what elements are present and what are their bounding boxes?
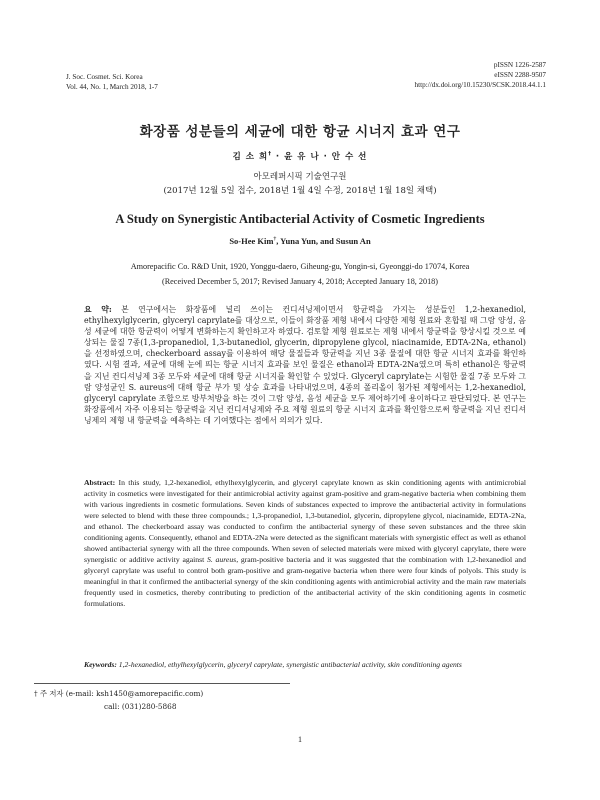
english-abstract-label: Abstract:	[84, 478, 116, 487]
english-dates: (Received December 5, 2017; Revised January 4, 2018; Accepted January 18, 2018)	[161, 277, 438, 286]
english-author-rest: , Yuna Yun, and Susun An	[276, 236, 371, 246]
korean-abstract-text: 본 연구에서는 화장품에 널리 쓰이는 컨디셔닝제이면서 항균력을 가지는 성분들인 1,2-hexanediol, ethylhexylglycerin, glyceryl caprylate를 대상으로, 이들이 화장품 제형 내에서 다양한 제형 원료와 혼합될 때 그람 양성, 음성 세균에 대한 항균력이 어떻게 변화하는지 확인하고자 하였다. 검토할 제형 원료로는 제형 내에서 항균력을 향상시킬 것으로 예상되는 물질 7종(1,3-propanediol, 1,3-butanediol, glycerin, dipropylene glycol, niacinamide, EDTA-2Na, ethanol)을 선정하였으며, checkerboard assay를 이용하여 해당 물질들과 항균력을 지닌 3종 물질에 대한 항균 시너지 효과를 확인하였다. 시험 결과, 세균에 대해 눈에 띄는 항균 시너지 효과를 보인 물질은 ethanol과 EDTA-2Na였으며 특히 ethanol은 항균력을 지닌 컨디셔닝제 3종 모두와 세균에 대해 항균 시너지를 확인할 수 있었다. Glyceryl caprylate는 시험한 물질 7종 모두와 그람 양성균인 S. aureus에 대해 항균 부가 및 상승 효과를 나타내었으며, 4종의 폴리올이 첨가된 제형에서는 1,2-hexanediol, glyceryl caprylate 조합으로 방부처방을 하는 것이 그람 양성, 음성 세균을 모두 제어하기에 용이하다고 판단되었다. 본 연구는 화장품에서 자주 이용되는 항균력을 지닌 컨디셔닝제와 주요 제형 원료의 항균 시너지 효과를 확인함으로써 항균력을 지닌 컨디셔닝제의 제형 내 항균력을 예측하는 데 기여했다는 점에서 의의가 있다.	[84, 305, 526, 425]
journal-name: J. Soc. Cosmet. Sci. Korea	[66, 73, 143, 81]
footnote-divider	[34, 683, 290, 684]
english-abstract	[84, 477, 526, 609]
keywords-label: Keywords:	[84, 660, 117, 669]
korean-author-1: 김 소 희	[232, 152, 269, 162]
korean-abstract	[84, 304, 526, 426]
keywords	[84, 660, 526, 670]
korean-dates: (2017년 12월 5일 접수, 2018년 1월 4일 수정, 2018년 1월 18일 채택)	[163, 186, 437, 196]
korean-abstract-label: 요 약:	[84, 305, 112, 314]
corresponding-mark: †	[268, 151, 272, 158]
pissn: pISSN 1226-2587	[493, 61, 546, 69]
english-abstract-text: In this study, 1,2-hexanediol, ethylhexylglycerin, and glyceryl caprylate known as skin conditioning agents with antimicrobial activity in cosmetics were investigated for their antimicrobial activity against gram-positive and gram-negative bacteria when combining them with various ingredients in cosmetic formulations. Seven kinds of substances expected to improve the antibacterial activity in formulations were selected to blend with these three compounds.; 1,3-propanediol, 1,3-butanediol, glycerin, dipropylene glycol, niacinamide, EDTA-2Na, and ethanol. The checkerboard assay was conducted to confirm the antibacterial synergy of these seven substances and the three skin conditioning agents. Consequently, ethanol and EDTA-2Na were detected as the significant materials with synergistic effect as well as ethanol showed antibacterial synergy with all the three compounds. When seven of selected materials were mixed with glyceryl caprylate, there were synergistic or additive activity against	[84, 478, 526, 564]
korean-affiliation: 아모레퍼시픽 기술연구원	[253, 172, 347, 182]
journal-volume: Vol. 44, No. 1, March 2018, 1-7	[66, 83, 158, 91]
corresponding-mark: †	[273, 236, 277, 243]
english-author-1: So-Hee Kim	[229, 236, 274, 246]
page-number: 1	[298, 735, 302, 744]
keywords-text: 1,2-hexanediol, ethylhexylglycerin, glyceryl caprylate, synergistic antibacterial activity, skin conditioning agents	[116, 660, 462, 669]
footnote-corresponding-author: † 주 저자 (e-mail: ksh1450@amorepacific.com)	[34, 689, 204, 698]
english-authors	[40, 236, 560, 246]
english-title: A Study on Synergistic Antibacterial Activity of Cosmetic Ingredients	[115, 212, 485, 226]
journal-header	[66, 72, 286, 92]
issn-header	[306, 60, 546, 90]
footnote-phone: call: (031)280-5868	[104, 702, 177, 711]
korean-author-rest: · 윤 유 나 · 안 수 선	[271, 152, 368, 162]
korean-title: 화장품 성분들의 세균에 대한 항균 시너지 효과 연구	[139, 124, 461, 140]
english-affiliation: Amorepacific Co. R&D Unit, 1920, Yonggu-daero, Giheung-gu, Yongin-si, Gyeonggi-do 17074, Korea	[130, 262, 470, 271]
korean-authors	[40, 150, 560, 162]
species-name: S. aureus	[207, 555, 237, 564]
english-abstract-text-continued: , gram-positive bacteria and it was suggested that the combination with 1,2-hexanediol and glyceryl caprylate was useful to control both gram-positive and gram-negative bacteria when there were four kinds of polyols. This study is meaningful in that it confirmed the antibacterial synergy of the skin conditioning agents with antimicrobial activity and the main raw materials frequently used in cosmetics, thereby contributing to prediction of the antibacterial activity of the skin conditioning agents in cosmetic formulations.	[84, 555, 526, 608]
doi-link[interactable]: http://dx.doi.org/10.15230/SCSK.2018.44.1.1	[414, 81, 546, 89]
eissn: eISSN 2288-9507	[494, 71, 546, 79]
